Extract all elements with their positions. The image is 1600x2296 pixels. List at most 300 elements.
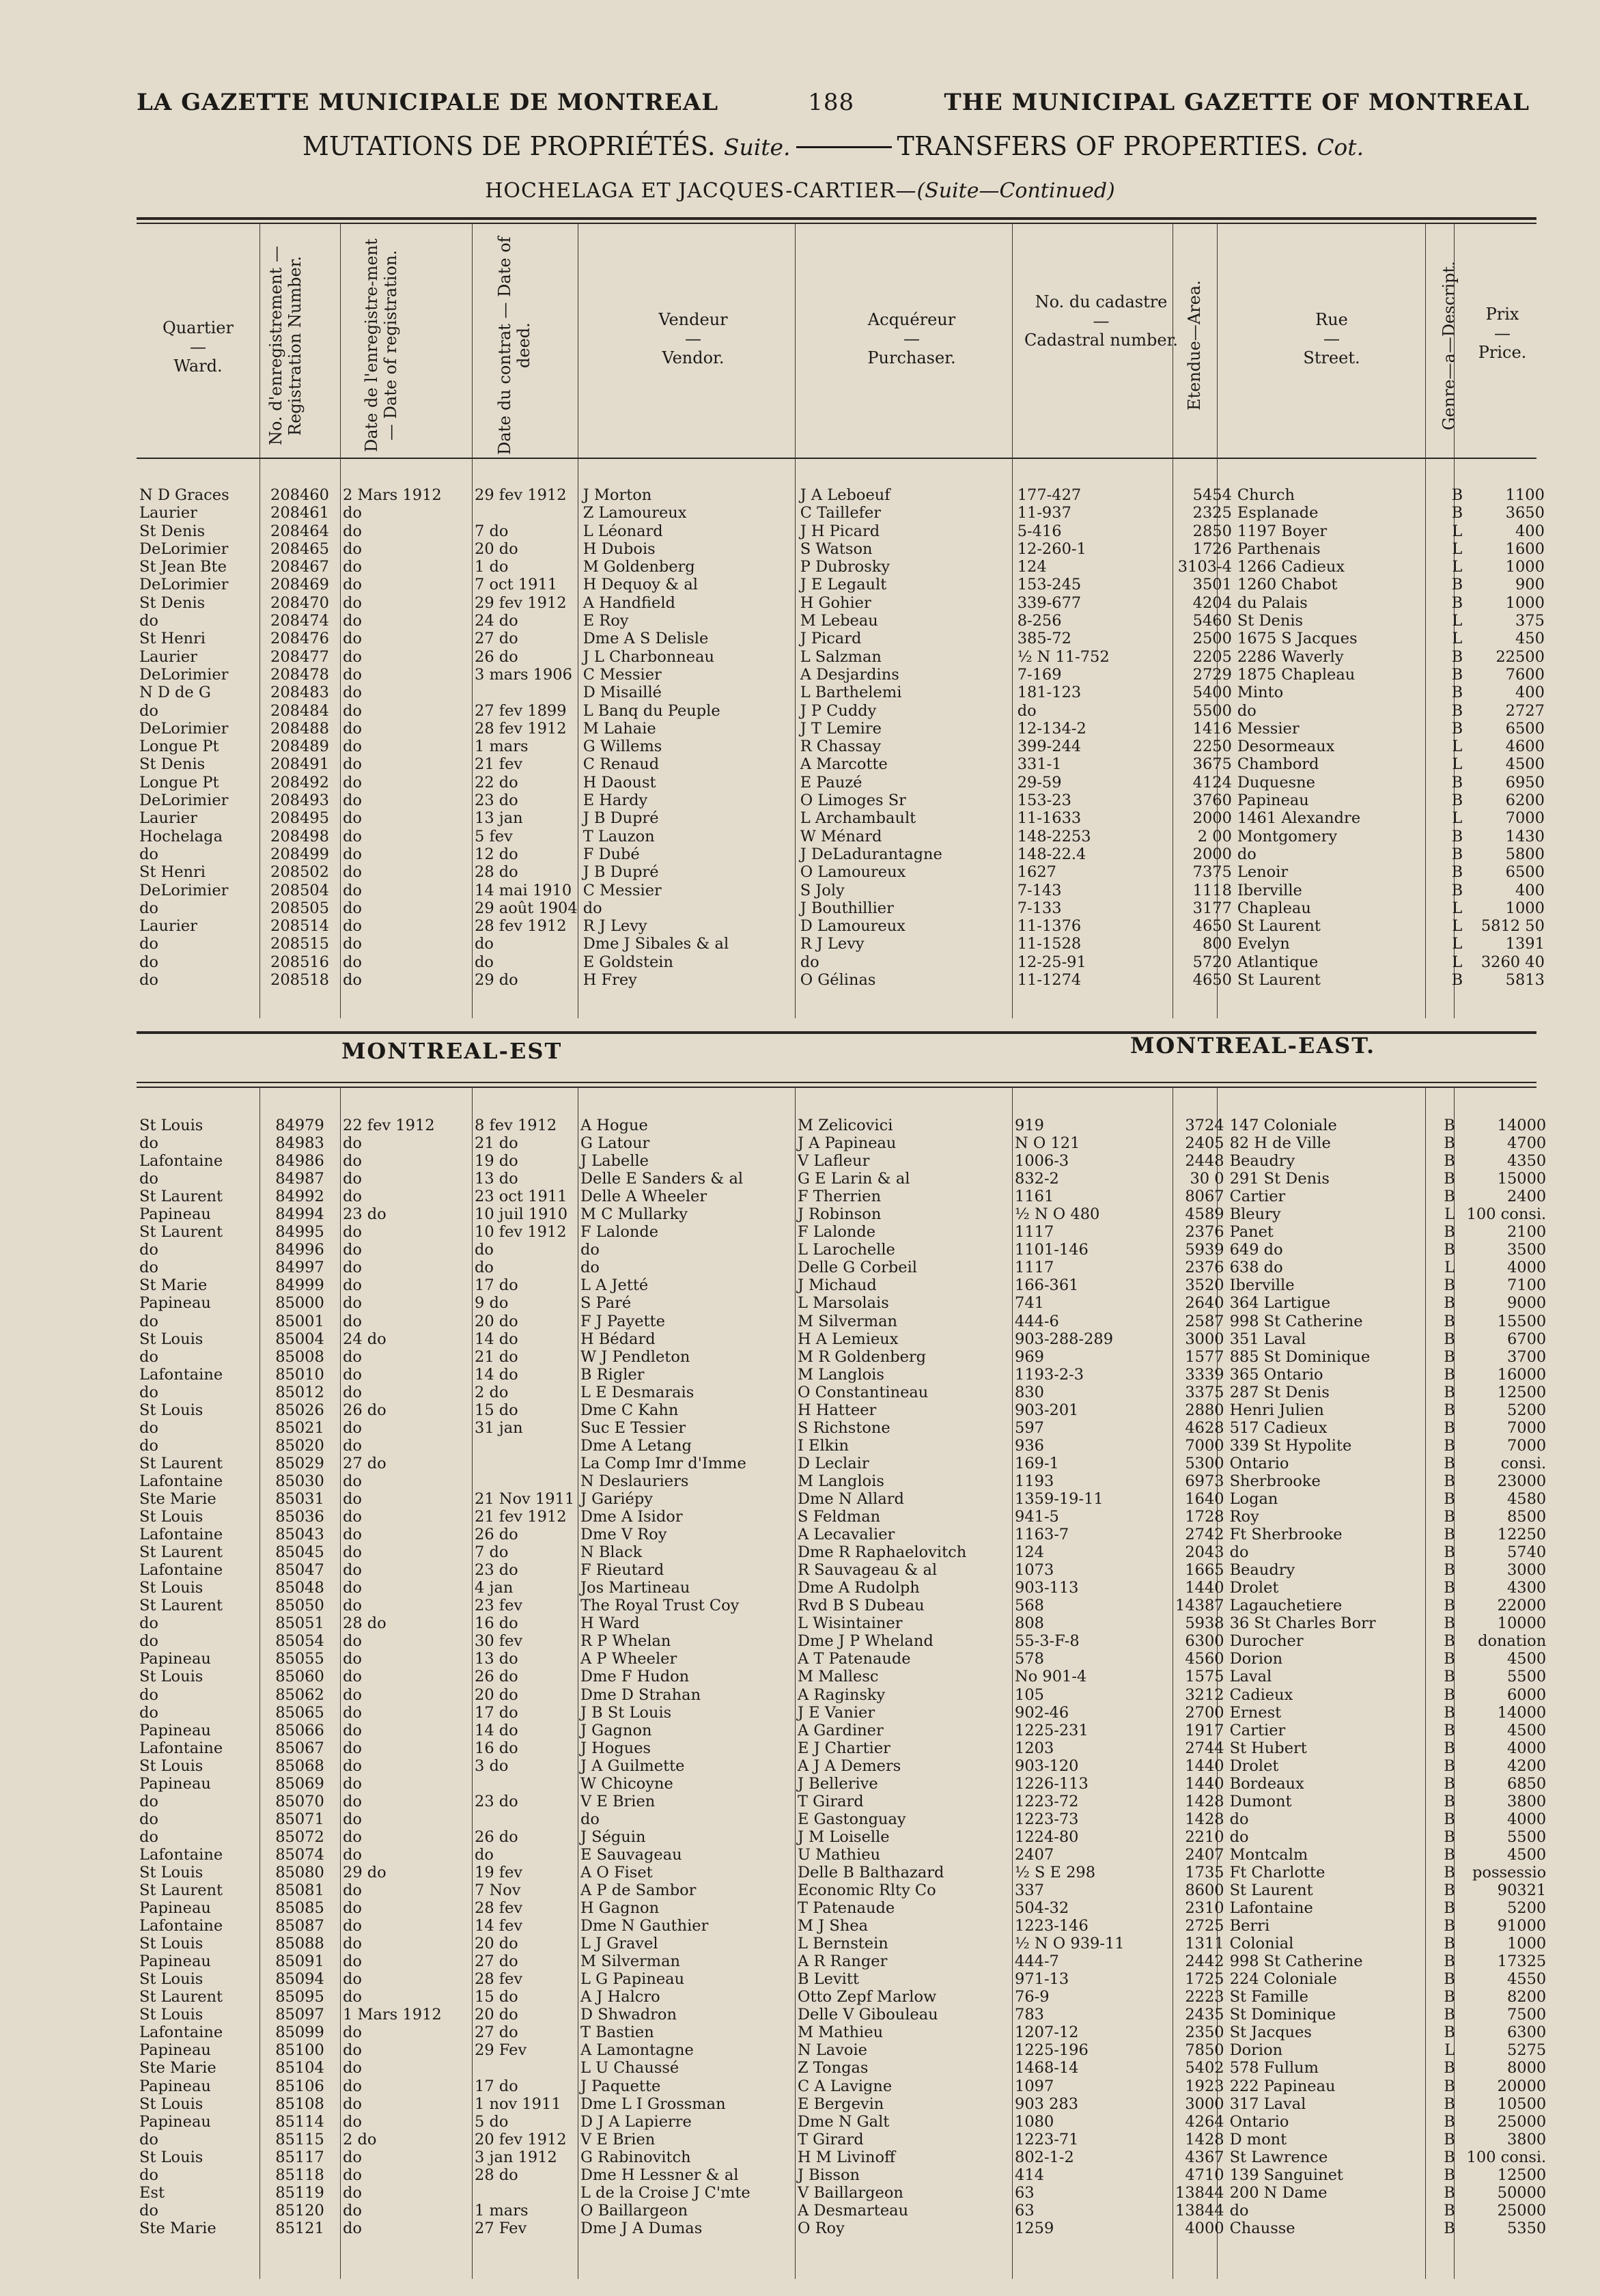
cell-price: 4580 [1506, 1489, 1547, 1508]
cell-price: 4500 [1506, 1650, 1547, 1668]
cell-ward: Papineau [139, 2112, 211, 2131]
col-vendor: Vendeur — Vendor. [658, 310, 728, 367]
cell-purchaser: J H Picard [800, 522, 880, 540]
cell-purchaser: J Picard [800, 630, 862, 648]
cell-price: 1600 [1505, 540, 1545, 558]
cell-cadastre: 903-201 [1015, 1401, 1079, 1419]
section2-rule-bottom [137, 1082, 1536, 1083]
cell-genre: L [1444, 1205, 1455, 1224]
cell-deed-date [472, 1437, 578, 1455]
cell-vendor: L A Jetté [580, 1276, 649, 1295]
cell-cadastre: 1225-196 [1015, 2041, 1089, 2060]
cell-reg-date: do [343, 1188, 362, 1206]
cell-cadastre: 12-260-1 [1017, 540, 1086, 558]
cell-purchaser: A Marcotte [800, 755, 888, 774]
cell-area: 5939 [1185, 1241, 1224, 1259]
cell-genre: B [1444, 1276, 1455, 1295]
cell-ward: Laurier [139, 504, 197, 522]
cell-vendor: L G Papineau [580, 1970, 685, 1989]
cell-area: 4589 [1185, 1205, 1224, 1224]
cell-purchaser: Dme J P Wheland [798, 1632, 934, 1651]
cell-cadastre: 969 [1015, 1347, 1044, 1366]
cell-price: 5813 [1505, 971, 1545, 990]
cell-genre: B [1444, 1401, 1455, 1419]
cell-ward: do [139, 2201, 158, 2220]
cell-deed-date: 29 Fev [475, 2041, 527, 2060]
cell-reg-number: 85051 [275, 1614, 324, 1633]
cell-ward: Papineau [139, 2077, 211, 2095]
cell-deed-date: 8 fev 1912 [475, 1117, 557, 1134]
cell-genre: B [1444, 1597, 1455, 1615]
table-row [137, 1935, 1549, 1952]
cell-ward: St Louis [139, 1668, 203, 1686]
cell-reg-date: do [343, 701, 362, 720]
cell-deed-date: 12 do [475, 845, 518, 863]
cell-reg-number: 85070 [275, 1792, 324, 1810]
cell-deed-date: 23 fev [475, 1597, 523, 1615]
cell-area: 4628 [1185, 1418, 1224, 1437]
cell-ward: St Laurent [139, 1597, 223, 1615]
cell-genre: B [1444, 1632, 1455, 1651]
cell-reg-date: do [343, 1489, 362, 1508]
cell-vendor: Dme D Strahan [580, 1685, 701, 1704]
cell-vendor: La Comp Imr d'Imme [580, 1454, 746, 1472]
table-row [137, 935, 1547, 953]
header-right: THE MUNICIPAL GAZETTE OF MONTREAL [944, 89, 1530, 116]
cell-reg-date: do [343, 1561, 362, 1580]
cell-reg-date: do [343, 2112, 362, 2131]
cell-ward: DeLorimier [139, 719, 229, 738]
cell-price: 5800 [1505, 845, 1545, 863]
cell-street: Iberville [1237, 881, 1302, 899]
cell-vendor: Dme H Lessner & al [580, 2166, 739, 2184]
cell-area: 5460 [1192, 612, 1232, 630]
cell-vendor: J Morton [583, 486, 652, 504]
cell-genre: B [1444, 1365, 1455, 1384]
cell-ward: Lafontaine [139, 1526, 223, 1544]
cell-ward: do [139, 899, 158, 917]
cell-reg-number: 85108 [275, 2095, 324, 2113]
cell-deed-date: 31 jan [475, 1418, 523, 1437]
cell-street: St Laurent [1237, 917, 1321, 936]
cell-ward: do [139, 1418, 158, 1437]
cell-reg-number: 85043 [275, 1526, 324, 1544]
cell-reg-date: do [343, 917, 362, 936]
cell-reg-number: 85119 [275, 2183, 324, 2202]
cell-price: 4550 [1506, 1970, 1547, 1989]
cell-deed-date: 7 oct 1911 [475, 576, 558, 594]
cell-price: 375 [1515, 612, 1545, 630]
table-row [137, 1561, 1549, 1579]
cell-deed-date: 1 mars [475, 738, 529, 756]
cell-reg-number: 208489 [270, 738, 329, 756]
cell-reg-number: 85036 [275, 1508, 324, 1526]
cell-area: 1577 [1185, 1347, 1224, 1366]
cell-genre: B [1444, 1614, 1455, 1633]
cell-ward: St Louis [139, 1579, 203, 1597]
cell-price: 4700 [1506, 1134, 1547, 1153]
cell-purchaser: J Michaud [798, 1276, 877, 1295]
table-row [137, 702, 1547, 720]
cell-reg-number: 208514 [270, 917, 329, 936]
cell-price: 3800 [1506, 1792, 1547, 1810]
cell-area: 3177 [1192, 899, 1232, 917]
cell-street: 1260 Chabot [1237, 576, 1338, 594]
table-row [137, 1650, 1549, 1668]
cell-price: 14000 [1497, 1703, 1547, 1722]
cell-genre: L [1452, 558, 1463, 576]
cell-reg-date: 22 fev 1912 [343, 1117, 435, 1134]
cell-cadastre: ½ N 11-752 [1017, 647, 1110, 666]
cell-purchaser: L Marsolais [798, 1294, 889, 1313]
cell-reg-date: do [343, 1365, 362, 1384]
cell-price: 23000 [1497, 1472, 1547, 1490]
col-purchaser: Acquéreur — Purchaser. [867, 310, 956, 367]
table-row [137, 1419, 1549, 1437]
table-row [137, 882, 1547, 899]
cell-reg-number: 85088 [275, 1935, 324, 1953]
cell-purchaser: J E Legault [800, 576, 887, 594]
cell-reg-date: do [343, 1952, 362, 1971]
cell-vendor: J B Dupré [583, 863, 659, 882]
cell-price: 7000 [1505, 809, 1545, 828]
cell-price: 6850 [1506, 1774, 1547, 1793]
cell-price: 2100 [1506, 1223, 1547, 1242]
cell-vendor: G Willems [583, 738, 662, 756]
cell-deed-date: do [475, 1845, 494, 1864]
cell-vendor: J B St Louis [580, 1703, 672, 1722]
cell-area: 4264 [1185, 2112, 1224, 2131]
cell-reg-date: do [343, 1739, 362, 1757]
cell-street: Chapleau [1237, 899, 1311, 917]
table-row [137, 1490, 1549, 1508]
cell-ward: Lafontaine [139, 2024, 223, 2042]
cell-purchaser: V Baillargeon [798, 2183, 903, 2202]
cell-reg-number: 85031 [275, 1489, 324, 1508]
cell-area: 4650 [1192, 971, 1232, 990]
cell-area: 30 0 [1190, 1170, 1224, 1188]
cell-area: 1575 [1185, 1668, 1224, 1686]
cell-deed-date: 27 do [475, 1952, 518, 1971]
cell-cadastre: 902-46 [1015, 1703, 1069, 1722]
cell-reg-number: 85001 [275, 1312, 324, 1330]
cell-cadastre: 1226-113 [1015, 1774, 1089, 1793]
table-row [137, 2202, 1549, 2220]
cell-reg-number: 85094 [275, 1970, 324, 1989]
cell-deed-date: 7 do [475, 1543, 509, 1562]
cell-purchaser: Z Tongas [798, 2059, 869, 2077]
cell-vendor: H Ward [580, 1614, 640, 1633]
table-row [137, 2148, 1549, 2166]
cell-purchaser: M Mallesc [798, 1668, 879, 1686]
cell-reg-date: do [343, 2201, 362, 2220]
cell-purchaser: H A Lemieux [798, 1330, 899, 1348]
cell-deed-date: 20 fev 1912 [475, 2130, 567, 2148]
cell-reg-number: 208470 [270, 593, 329, 612]
cell-price: 4500 [1505, 755, 1545, 774]
table-row [137, 1526, 1549, 1543]
cell-ward: Lafontaine [139, 1365, 223, 1384]
cell-ward: do [139, 2166, 158, 2184]
cell-reg-number: 85100 [275, 2041, 324, 2060]
cell-area: 2850 [1192, 522, 1232, 540]
cell-price: 6700 [1506, 1330, 1547, 1348]
cell-purchaser: M R Goldenberg [798, 1347, 927, 1366]
cell-area: 1416 [1192, 719, 1232, 738]
cell-reg-date: do [343, 630, 362, 648]
cell-deed-date: 23 do [475, 1561, 518, 1580]
cell-deed-date: 1 mars [475, 2201, 529, 2220]
cell-area: 3103-4 [1177, 558, 1232, 576]
cell-reg-date: do [343, 2219, 362, 2237]
cell-area: 8600 [1185, 1881, 1224, 1900]
cell-ward: Laurier [139, 647, 197, 666]
cell-deed-date: 28 fev 1912 [475, 719, 567, 738]
cell-reg-date: do [343, 1543, 362, 1562]
cell-reg-date: do [343, 1774, 362, 1793]
cell-genre: L [1452, 630, 1463, 648]
cell-deed-date: do [475, 953, 494, 971]
cell-street: Messier [1237, 719, 1300, 738]
cell-vendor: A Lamontagne [580, 2041, 694, 2060]
cell-ward: St Louis [139, 1935, 203, 1953]
cell-genre: B [1444, 2201, 1455, 2220]
cell-price: 100 consi. [1466, 2148, 1547, 2166]
cell-price: 5500 [1506, 1828, 1547, 1846]
cell-purchaser: R Chassay [800, 738, 882, 756]
cell-street: 139 Sanguinet [1229, 2166, 1343, 2184]
cell-street: Iberville [1229, 1276, 1295, 1295]
cell-cadastre: 1117 [1015, 1223, 1054, 1242]
cell-genre: L [1452, 755, 1463, 774]
cell-purchaser: Dme N Galt [798, 2112, 890, 2131]
cell-ward: St Denis [139, 593, 206, 612]
cell-vendor: G Latour [580, 1134, 650, 1153]
cell-ward: St Marie [139, 1276, 208, 1295]
table-row [137, 2077, 1549, 2095]
cell-price: 3500 [1506, 1241, 1547, 1259]
cell-street: Cartier [1229, 1188, 1286, 1206]
cell-street: 517 Cadieux [1229, 1418, 1328, 1437]
cell-reg-number: 208474 [270, 612, 329, 630]
cell-genre: B [1451, 504, 1463, 522]
col-area: Etendue—Area. [1185, 280, 1204, 411]
cell-price: 14000 [1497, 1117, 1547, 1134]
cell-area: 5454 [1192, 486, 1232, 504]
cell-purchaser: L Archambault [800, 809, 916, 828]
cell-deed-date: 29 août 1904 [475, 899, 578, 917]
cell-area: 7000 [1185, 1436, 1224, 1455]
cell-purchaser: M Silverman [798, 1312, 898, 1330]
table-row [137, 899, 1547, 917]
cell-price: 5200 [1506, 1401, 1547, 1419]
cell-deed-date: 27 do [475, 2024, 518, 2042]
cell-price: donation [1478, 1632, 1547, 1651]
cell-purchaser: C A Lavigne [798, 2077, 893, 2095]
cell-reg-number: 85114 [275, 2112, 324, 2131]
cell-reg-number: 208499 [270, 845, 329, 863]
cell-reg-date: do [343, 2041, 362, 2060]
cell-area: 800 [1202, 935, 1232, 953]
cell-area: 7850 [1185, 2041, 1224, 2060]
cell-vendor: D Shwadron [580, 2006, 677, 2024]
cell-street: Lafontaine [1229, 1899, 1313, 1918]
cell-genre: B [1444, 1899, 1455, 1918]
cell-vendor: do [580, 1259, 600, 1277]
table-row [137, 1259, 1549, 1276]
cell-cadastre: 11-1633 [1017, 809, 1082, 828]
cell-purchaser: Delle V Gibouleau [798, 2006, 938, 2024]
cell-street: Logan [1229, 1489, 1278, 1508]
cell-cadastre: 385-72 [1017, 630, 1071, 648]
cell-street: 638 do [1229, 1259, 1283, 1277]
cell-vendor: A Handfield [583, 593, 675, 612]
cell-price: 6950 [1505, 773, 1545, 792]
cell-reg-number: 208492 [270, 773, 329, 792]
cell-street: do [1229, 1828, 1249, 1846]
cell-area: 2407 [1185, 1845, 1224, 1864]
cell-price: 3260 40 [1480, 953, 1545, 971]
cell-ward: St Louis [139, 2095, 203, 2113]
cell-vendor: J L Charbonneau [583, 647, 714, 666]
cell-deed-date: 5 do [475, 2112, 509, 2131]
cell-ward: DeLorimier [139, 665, 229, 684]
cell-genre: B [1444, 2024, 1455, 2042]
cell-genre: B [1444, 1418, 1455, 1437]
cell-genre: B [1451, 576, 1463, 594]
cell-street: Dorion [1229, 2041, 1283, 2060]
table-row [137, 684, 1547, 701]
cell-area: 13844 [1175, 2183, 1224, 2202]
cell-street: Ontario [1229, 2112, 1289, 2131]
cell-price: 20000 [1497, 2077, 1547, 2095]
cell-street: 578 Fullum [1229, 2059, 1319, 2077]
cell-cadastre: 903-113 [1015, 1579, 1079, 1597]
table-row [137, 540, 1547, 558]
cell-street: Dumont [1229, 1792, 1292, 1810]
cell-genre: B [1451, 845, 1463, 863]
cell-genre: B [1444, 1454, 1455, 1472]
cell-ward: Ste Marie [139, 1489, 216, 1508]
cell-genre: B [1451, 863, 1463, 882]
cell-vendor: R J Levy [583, 917, 647, 936]
cell-street: Drolet [1229, 1579, 1279, 1597]
cell-cadastre: 1224-80 [1015, 1828, 1079, 1846]
cell-vendor: The Royal Trust Coy [580, 1597, 740, 1615]
cell-ward: St Henri [139, 863, 206, 882]
cell-reg-date: do [343, 1347, 362, 1366]
cell-reg-number: 208488 [270, 719, 329, 738]
cell-cadastre: 1223-146 [1015, 1917, 1089, 1935]
header-rule-top-2 [137, 223, 1536, 224]
cell-cadastre: 504-32 [1015, 1899, 1069, 1918]
cell-purchaser: S Joly [800, 881, 845, 899]
cell-deed-date: do [475, 935, 494, 953]
cell-cadastre: 1101-146 [1015, 1241, 1089, 1259]
cell-purchaser: O Limoges Sr [800, 792, 906, 810]
cell-cadastre: do [1017, 701, 1037, 720]
cell-street: Montcalm [1229, 1845, 1308, 1864]
cell-reg-date: do [343, 2183, 362, 2202]
cell-street: do [1237, 701, 1257, 720]
cell-purchaser: S Richstone [798, 1418, 890, 1437]
cell-ward: DeLorimier [139, 881, 229, 899]
cell-cadastre: 124 [1015, 1543, 1044, 1562]
cell-street: 1197 Boyer [1237, 522, 1328, 540]
cell-area: 2880 [1185, 1401, 1224, 1419]
cell-vendor: M C Mullarky [580, 1205, 688, 1224]
cell-vendor: E Goldstein [583, 953, 673, 971]
table-row [137, 1899, 1549, 1917]
cell-price: 450 [1515, 630, 1545, 648]
cell-purchaser: M Langlois [798, 1365, 884, 1384]
cell-reg-date: do [343, 1259, 362, 1277]
cell-street: 147 Coloniale [1229, 1117, 1337, 1134]
cell-street: Bordeaux [1229, 1774, 1304, 1793]
cell-reg-number: 208516 [270, 953, 329, 971]
cell-reg-date: do [343, 1223, 362, 1242]
cell-reg-date: do [343, 1312, 362, 1330]
cell-cadastre: 903-288-289 [1015, 1330, 1114, 1348]
cell-area: 3724 [1185, 1117, 1224, 1134]
cell-deed-date [472, 2059, 578, 2077]
cell-ward: do [139, 1792, 158, 1810]
cell-vendor: L J Gravel [580, 1935, 658, 1953]
subtitle-paren: (Suite—Continued) [916, 179, 1115, 203]
cell-genre: B [1444, 1970, 1455, 1989]
cell-reg-date: do [343, 1418, 362, 1437]
cell-reg-date: do [343, 1917, 362, 1935]
table-row [137, 2184, 1549, 2202]
cell-deed-date: 17 do [475, 1703, 518, 1722]
table-row [137, 1704, 1549, 1722]
cell-price: 7600 [1505, 665, 1545, 684]
cell-price: 6500 [1505, 863, 1545, 882]
cell-genre: B [1444, 2077, 1455, 2095]
cell-reg-date: do [343, 1988, 362, 2006]
cell-ward: do [139, 2130, 158, 2148]
cell-purchaser: Delle G Corbeil [798, 1259, 917, 1277]
cell-vendor: L Léonard [583, 522, 663, 540]
cell-ward: Papineau [139, 1952, 211, 1971]
cell-ward: Longue Pt [139, 773, 219, 792]
cell-reg-number: 208484 [270, 701, 329, 720]
cell-reg-number: 208504 [270, 881, 329, 899]
cell-cadastre: 181-123 [1017, 684, 1082, 702]
col-genre: Genre—a—Descript. [1440, 261, 1459, 430]
cell-ward: St Denis [139, 522, 206, 540]
cell-cadastre: 153-245 [1017, 576, 1082, 594]
cell-genre: B [1444, 1863, 1455, 1881]
cell-cadastre: No 901-4 [1015, 1668, 1087, 1686]
cell-reg-number: 85067 [275, 1739, 324, 1757]
table-row [137, 1686, 1549, 1704]
cell-ward: do [139, 1685, 158, 1704]
cell-vendor: L de la Croise J C'mte [580, 2183, 750, 2202]
cell-ward: do [139, 612, 158, 630]
cell-deed-date [472, 1455, 578, 1472]
cell-area: 2000 [1192, 809, 1232, 828]
cell-reg-date: do [343, 971, 362, 990]
table-row [137, 1810, 1549, 1828]
cell-area: 2448 [1185, 1152, 1224, 1171]
cell-area: 3760 [1192, 792, 1232, 810]
cell-genre: B [1451, 665, 1463, 684]
cell-price: 4300 [1506, 1579, 1547, 1597]
cell-deed-date: do [475, 1259, 494, 1277]
cell-street: Desormeaux [1237, 738, 1335, 756]
cell-genre: L [1452, 953, 1463, 971]
